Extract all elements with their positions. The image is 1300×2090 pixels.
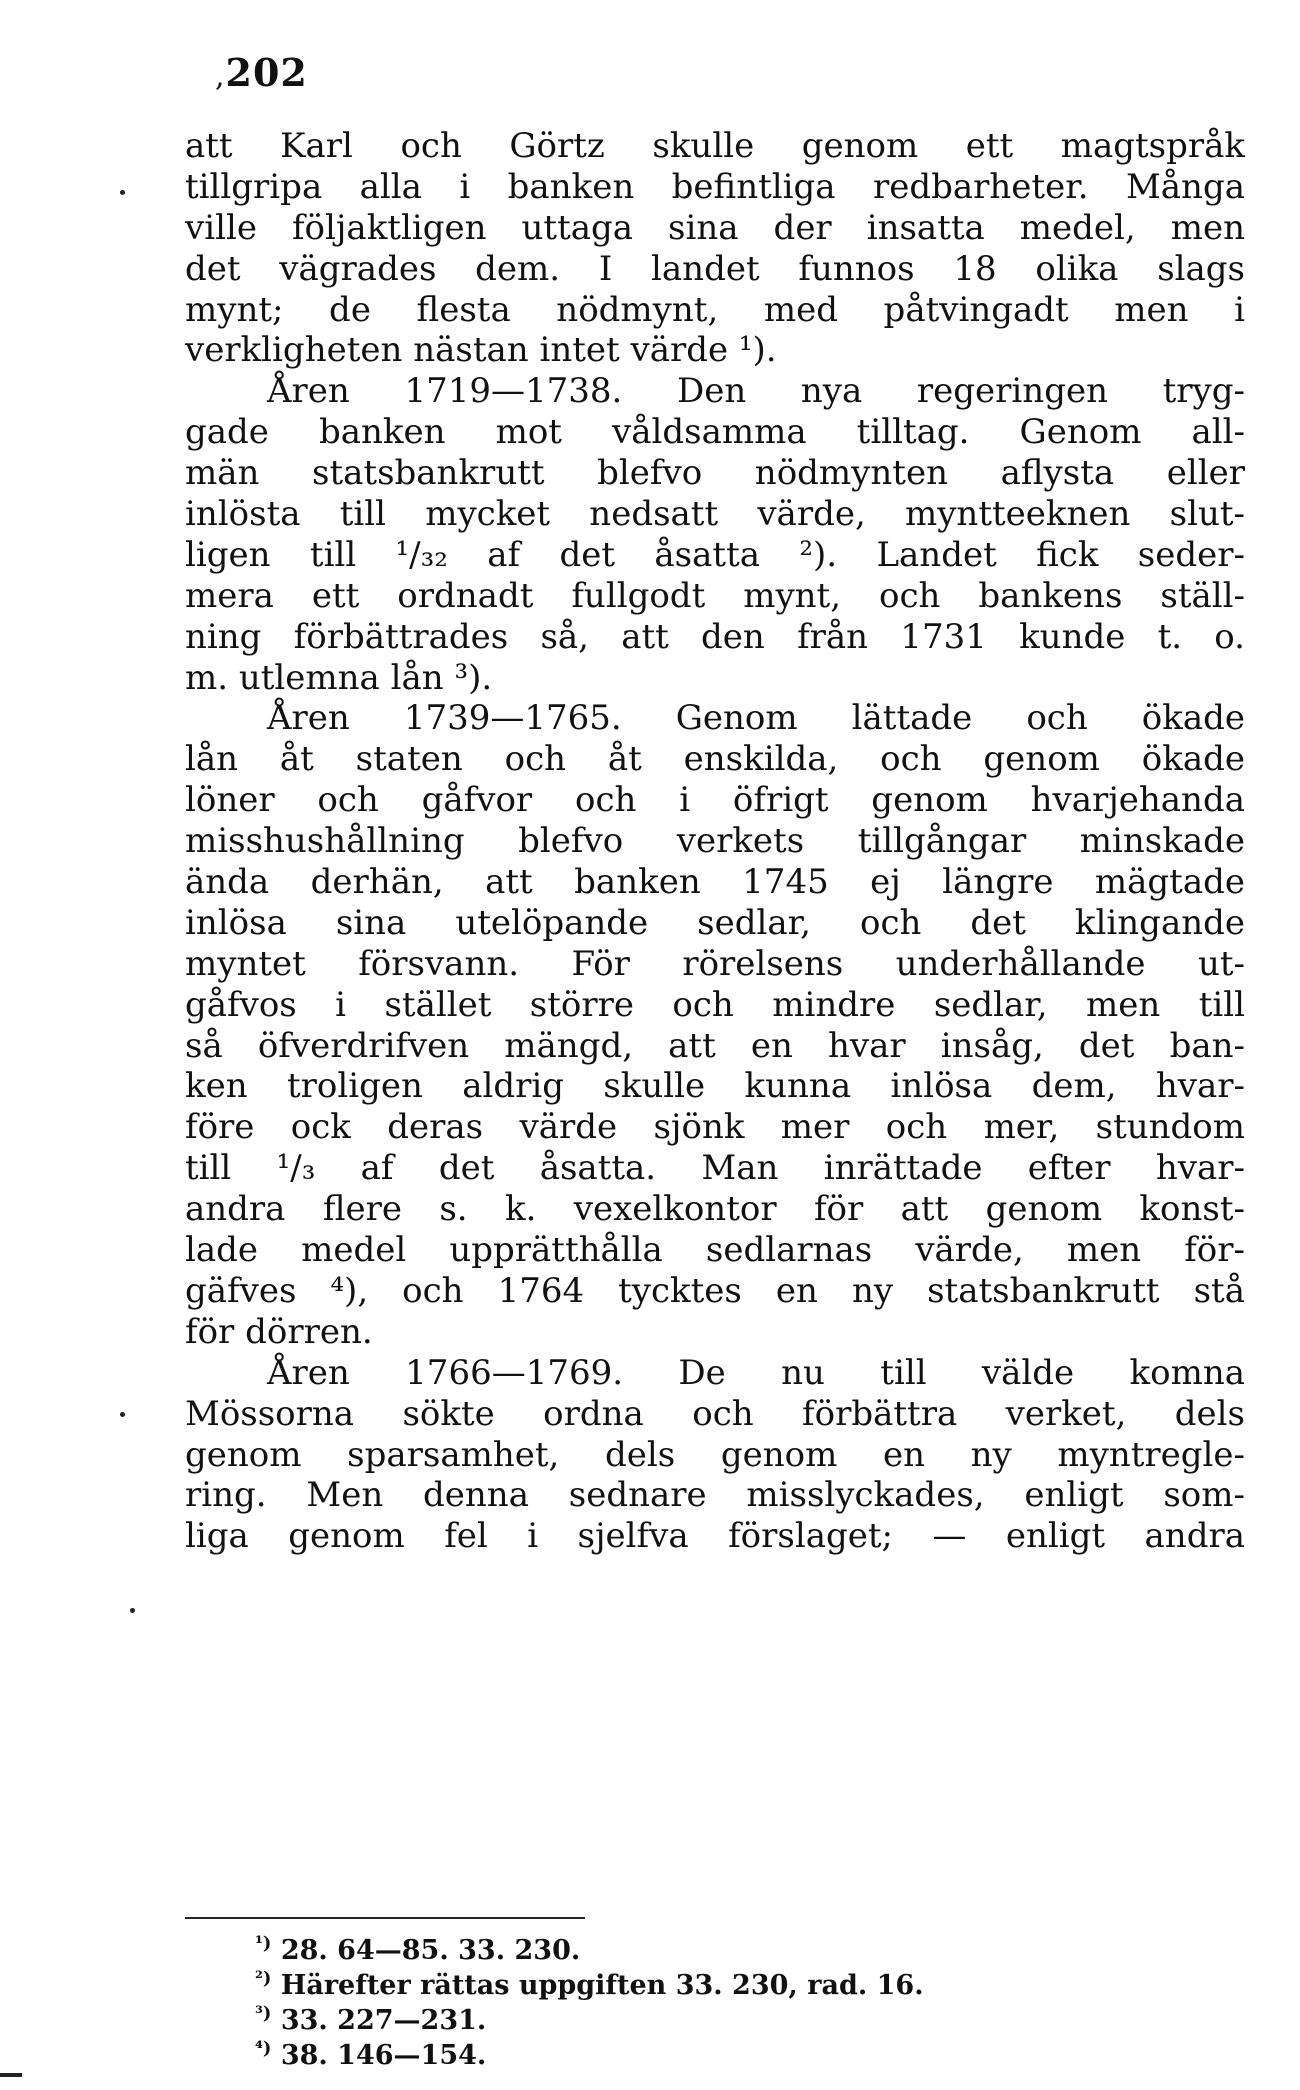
footnote-marker: ²) [255,1968,272,1989]
text-line: gäfves ⁴), och 1764 tycktes en ny statsbankrutt stå [185,1270,1245,1311]
text-line: lade medel upprätthålla sedlarnas värde, men för- [185,1230,1245,1271]
page-number [215,50,308,95]
footnote-marker: ³) [255,2003,272,2024]
footnote-text: 33. 227—231. [280,2005,487,2036]
text-line: lån åt staten och åt enskilda, och genom ökade [185,739,1245,780]
text-line: före ock deras värde sjönk mer och mer, stundom [185,1107,1245,1148]
footnote-3 [255,2003,1155,2038]
page-number-mark: , [215,59,226,94]
text-line: mynt; de flesta nödmynt, med påtvingadt men i [185,289,1245,330]
text-line: att Karl och Görtz skulle genom ett magtspråk [185,126,1245,166]
text-line: så öfverdrifven mängd, att en hvar insåg, det ban- [185,1025,1245,1066]
text-line: ning förbättrades så, att den från 1731 kunde t. o. [185,616,1245,657]
margin-dot [120,190,125,195]
text-line: misshushållning blefvo verkets tillgångar minskade [185,821,1245,862]
text-line: det vägrades dem. I landet funnos 18 olika slags [185,248,1245,289]
footnote-text: Härefter rättas uppgiften 33. 230, rad. 16. [280,1970,924,2001]
text-line: män statsbankrutt blefvo nödmynten aflysta eller [185,453,1245,494]
text-line: ligen till ¹/₃₂ af det åsatta ²). Landet fick seder- [185,534,1245,575]
text-line: ring. Men denna sednare misslyckades, enligt som- [185,1475,1245,1516]
text-line: ända derhän, att banken 1745 ej längre mägtade [185,862,1245,903]
footnote-marker: ¹) [255,1933,272,1954]
text-line: verkligheten nästan intet värde ¹). [185,330,777,371]
footnote-1 [255,1933,1155,1968]
footnote-text: 38. 146—154. [280,2040,487,2071]
margin-dot [120,1412,125,1417]
text-line: löner och gåfvor och i öfrigt genom hvarjehanda [185,780,1245,821]
footnote-divider [185,1917,585,1919]
text-line: inlösa sina utelöpande sedlar, och det klingande [185,902,1245,943]
text-line: ville följaktligen uttaga sina der insatta medel, men [185,207,1245,248]
scan-edge-mark [0,2073,22,2077]
footnote-marker: ⁴) [255,2038,272,2059]
footnote-2 [255,1968,1155,2003]
footnote-4 [255,2038,1155,2073]
text-line: Åren 1739—1765. Genom lättade och ökade [267,698,1245,739]
text-line: m. utlemna lån ³). [185,657,493,698]
margin-dot [130,1608,135,1613]
text-line: andra flere s. k. vexelkontor för att genom konst- [185,1189,1245,1230]
text-line: tillgripa alla i banken befintliga redbarheter. Många [185,166,1245,207]
body-text [185,126,1245,1557]
text-line: Åren 1766—1769. De nu till välde komna [267,1352,1245,1393]
text-line: ken troligen aldrig skulle kunna inlösa dem, hvar- [185,1066,1245,1107]
text-line: gade banken mot våldsamma tilltag. Genom all- [185,412,1245,453]
text-line: mera ett ordnadt fullgodt mynt, och bankens ställ- [185,575,1245,616]
text-line: till ¹/₃ af det åsatta. Man inrättade efter hvar- [185,1148,1245,1189]
text-line: myntet försvann. För rörelsens underhållande ut- [185,943,1245,984]
footnotes [255,1933,1155,2073]
text-line: genom sparsamhet, dels genom en ny myntregle- [185,1434,1245,1475]
page-number-value: 202 [225,50,308,95]
text-line: Mössorna sökte ordna och förbättra verket, dels [185,1393,1245,1434]
text-line: inlösta till mycket nedsatt värde, myntteeknen slut- [185,494,1245,535]
text-line: för dörren. [185,1311,373,1352]
text-line: liga genom fel i sjelfva förslaget; — enligt andra [185,1516,1245,1557]
text-line: Åren 1719—1738. Den nya regeringen tryg- [267,371,1245,412]
text-line: gåfvos i stället större och mindre sedlar, men till [185,984,1245,1025]
footnote-text: 28. 64—85. 33. 230. [280,1935,581,1966]
